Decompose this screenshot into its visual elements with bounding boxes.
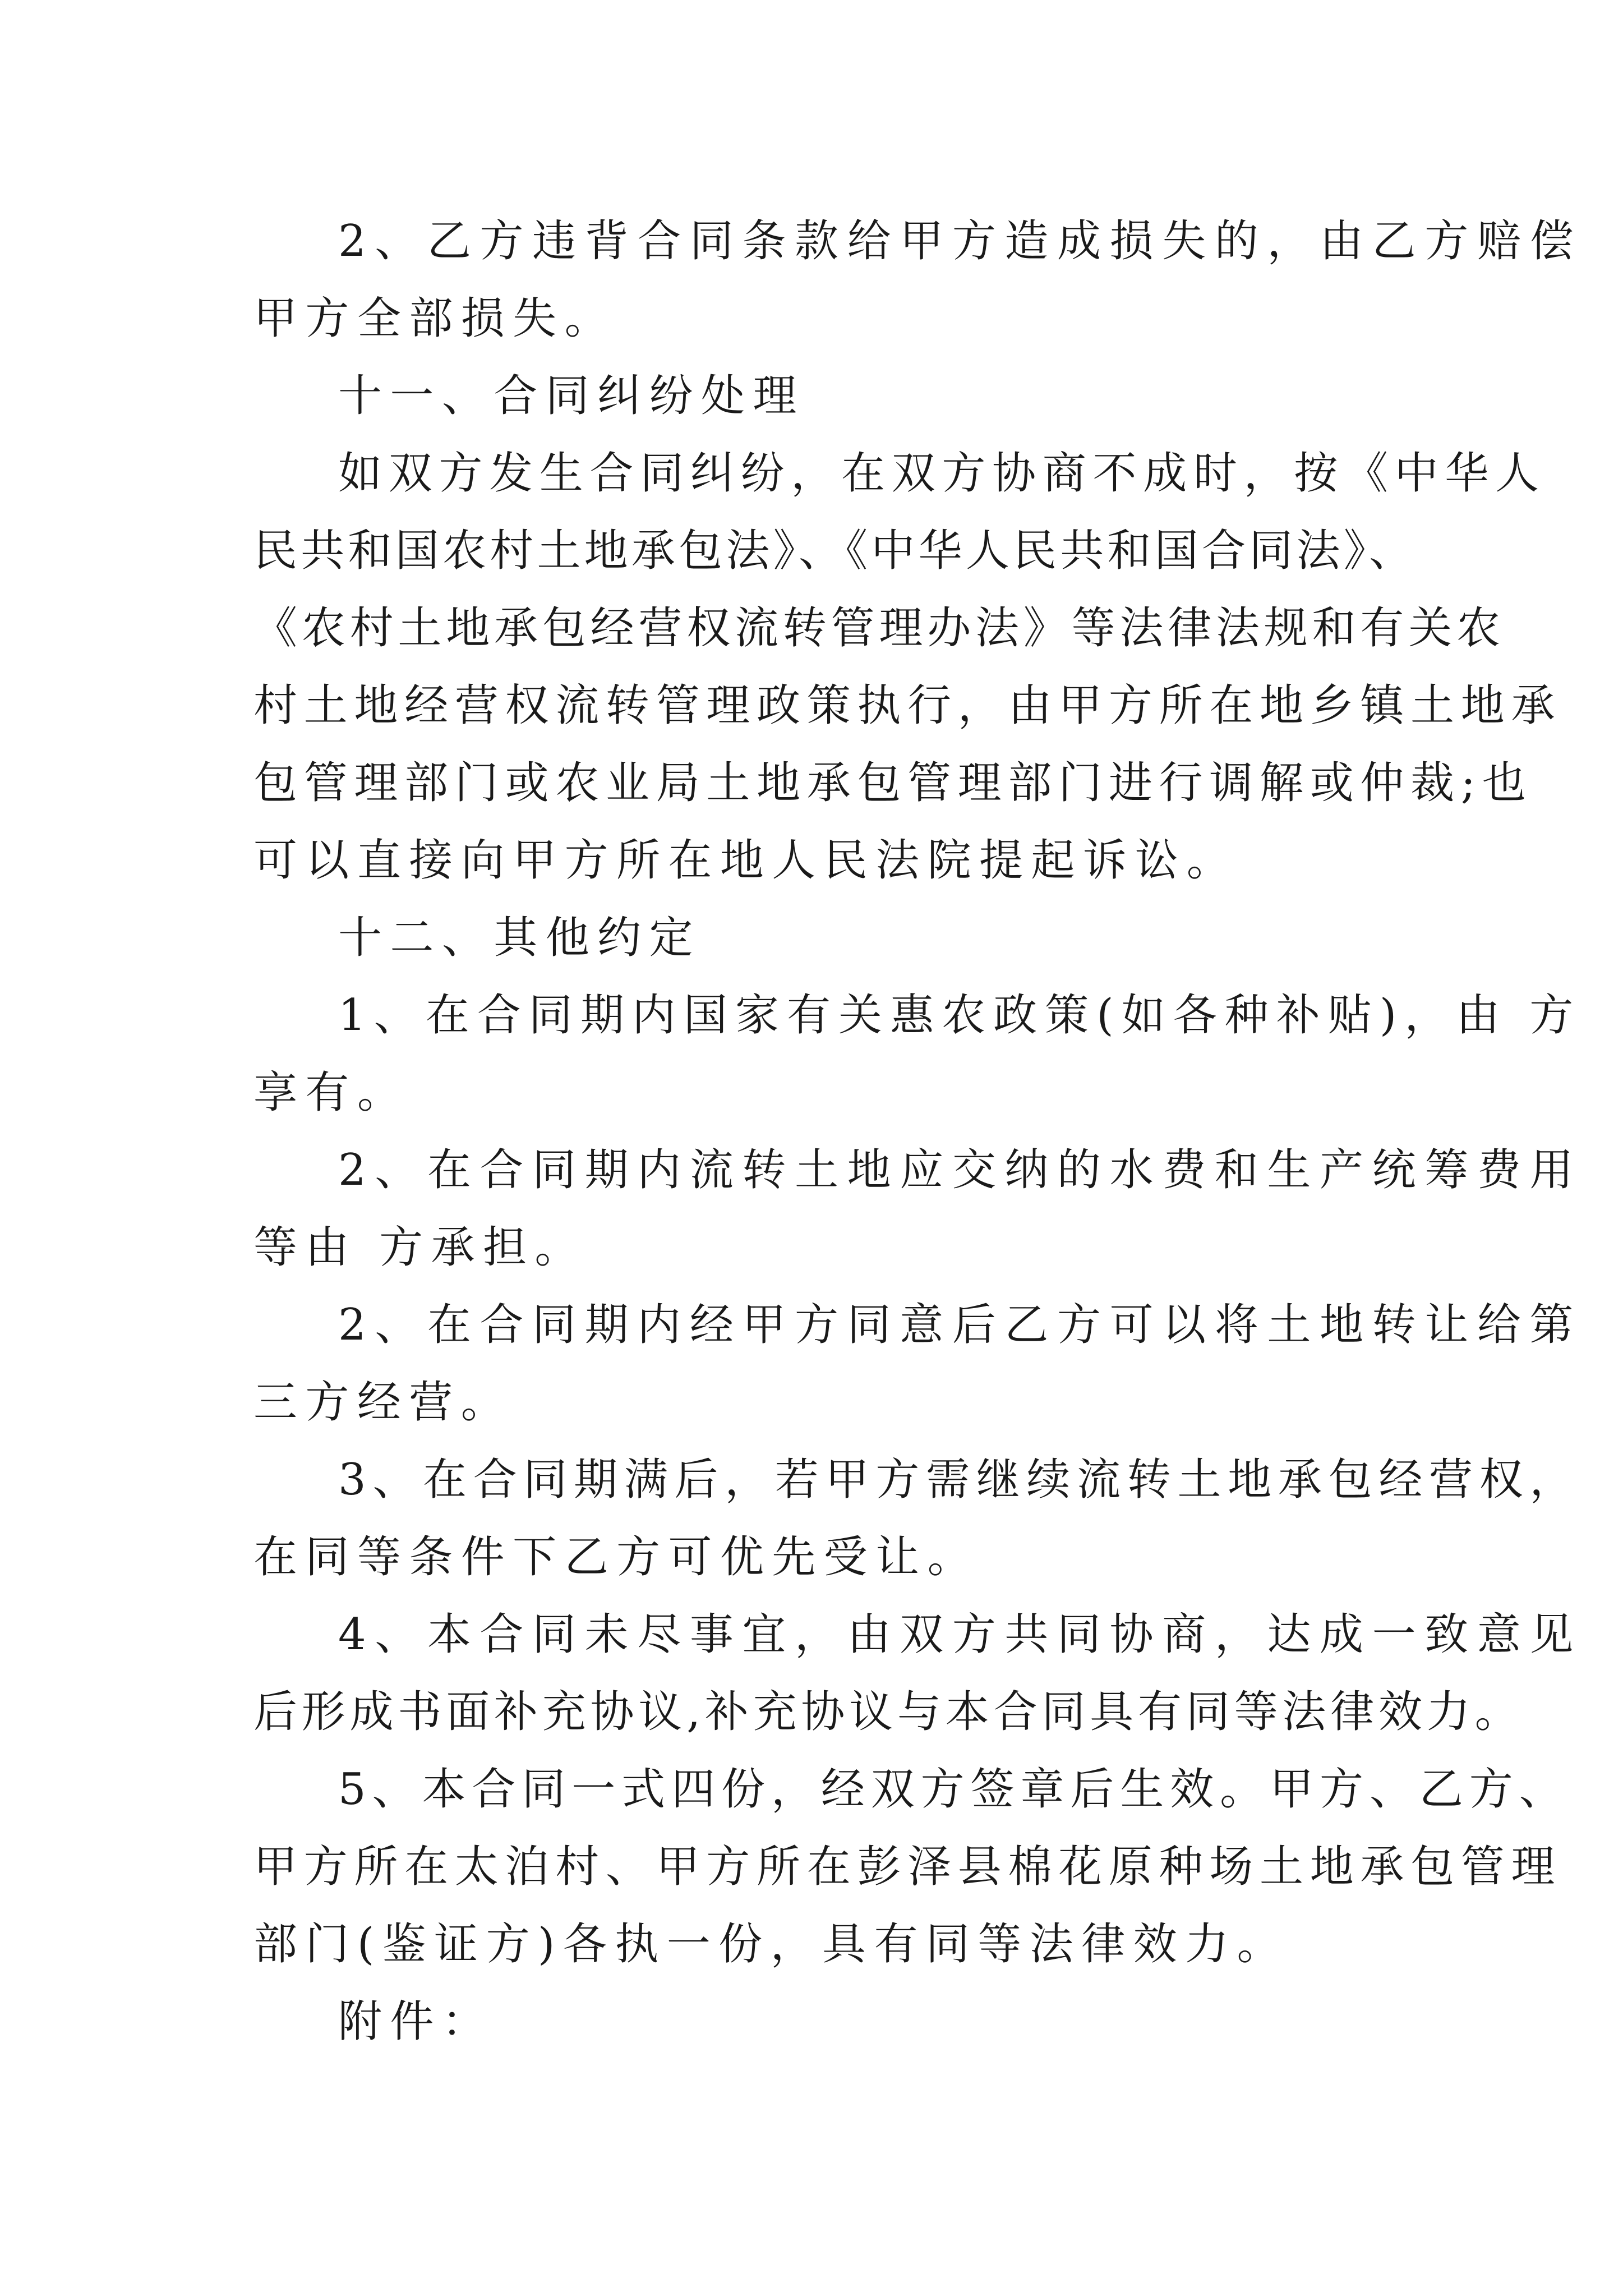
clause-12-5-line-1: 5、本合同一式四份，经双方签章后生效。甲方、乙方、 — [338, 1764, 1569, 1815]
paragraph-dispute-line-1: 如双方发生合同纠纷，在双方协商不成时，按《中华人 — [338, 448, 1546, 499]
attachment-label: 附件： — [338, 1996, 494, 2047]
paragraph-dispute-line-4: 村土地经营权流转管理政策执行，由甲方所在地乡镇土地承 — [253, 680, 1562, 731]
paragraph-dispute-line-2: 民共和国农村土地承包法》、《中华人民共和国合同法》、 — [253, 526, 1417, 576]
paragraph-dispute-line-3: 《农村土地承包经营权流转管理办法》等法律法规和有关农 — [253, 603, 1505, 654]
clause-12-1-line-1: 1、在合同期内国家有关惠农政策(如各种补贴)，由 方 — [338, 990, 1581, 1041]
clause-12-2b-line-2: 三方经营。 — [253, 1377, 513, 1428]
section-heading-12: 十二、其他约定 — [338, 913, 702, 963]
clause-12-3-line-2: 在同等条件下乙方可优先受让。 — [253, 1532, 980, 1582]
clause-12-4-line-2: 后形成书面补充协议,补充协议与本合同具有同等法律效力。 — [253, 1687, 1523, 1737]
clause-12-1-line-2: 享有。 — [253, 1068, 409, 1118]
clause-12-2-line-2: 等由 方承担。 — [253, 1222, 587, 1273]
paragraph-dispute-line-5: 包管理部门或农业局土地承包管理部门进行调解或仲裁;也 — [253, 758, 1533, 808]
clause-12-4-line-1: 4、本合同未尽事宜，由双方共同协商，达成一致意见 — [338, 1609, 1583, 1660]
clause-12-3-line-1: 3、在合同期满后，若甲方需继续流转土地承包经营权， — [338, 1455, 1580, 1505]
clause-12-2-line-1: 2、在合同期内流转土地应交纳的水费和生产统筹费用 — [338, 1145, 1583, 1195]
paragraph-dispute-line-6: 可以直接向甲方所在地人民法院提起诉讼。 — [253, 835, 1239, 886]
section-heading-11: 十一、合同纠纷处理 — [338, 371, 805, 421]
clause-12-5-line-2: 甲方所在太泊村、甲方所在彭泽县棉花原种场土地承包管理 — [253, 1842, 1562, 1892]
paragraph-clause-10-2-line-2: 甲方全部损失。 — [253, 293, 617, 344]
paragraph-clause-10-2-line-1: 2、乙方违背合同条款给甲方造成损失的，由乙方赔偿 — [338, 216, 1583, 266]
clause-12-5-line-3: 部门(鉴证方)各执一份，具有同等法律效力。 — [253, 1919, 1289, 1970]
clause-12-2b-line-1: 2、在合同期内经甲方同意后乙方可以将土地转让给第 — [338, 1300, 1583, 1350]
